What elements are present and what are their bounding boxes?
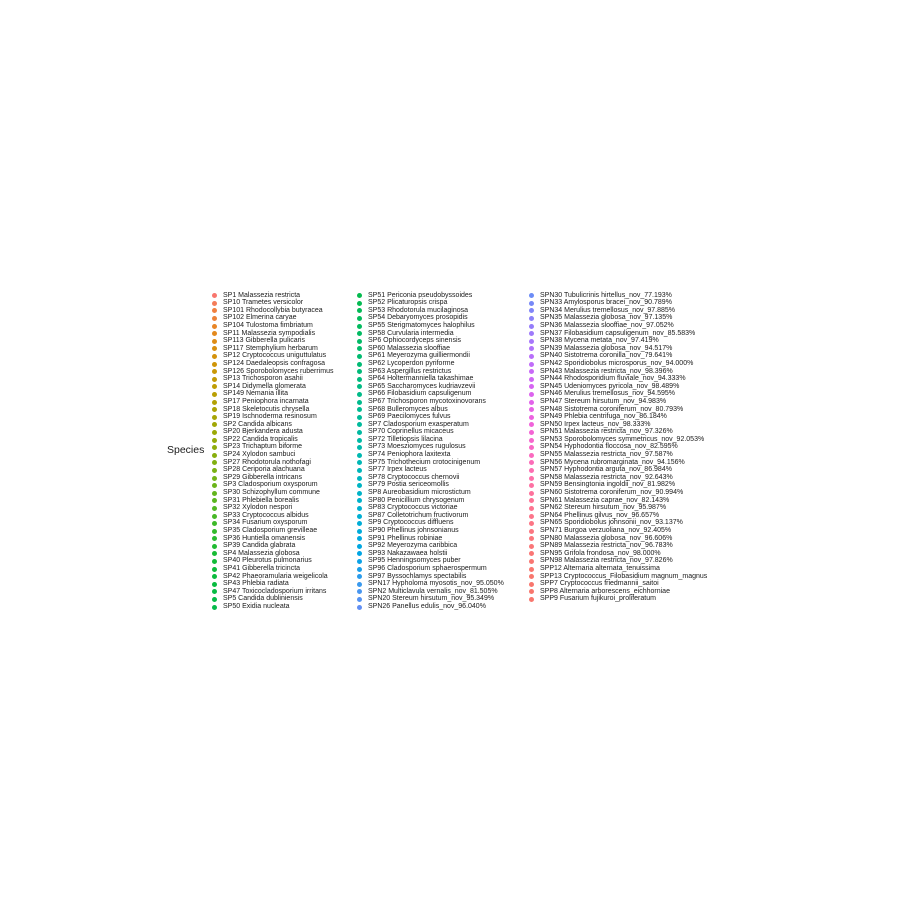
legend-label: SP68 Bulleromyces albus [368, 405, 448, 413]
legend-label: SPN36 Malassezia slooffiae_nov_97.052% [540, 321, 674, 329]
legend-key-point [212, 445, 217, 450]
legend-key-point [357, 430, 362, 435]
legend-key-point [529, 514, 534, 519]
legend-label: SP35 Cladosporium grevilleae [223, 527, 318, 535]
legend-label: SP63 Aspergillus restrictus [368, 367, 452, 375]
legend-label: SP24 Xylodon sambuci [223, 451, 296, 459]
legend-label: SPN2 Multiclavula vernalis_nov_81.505% [368, 587, 498, 595]
legend-key-point [529, 369, 534, 374]
legend-key-point [357, 331, 362, 336]
legend-label: SPP9 Fusarium fujikuroi_proliferatum [540, 595, 656, 603]
legend-key-point [212, 400, 217, 405]
legend-key-point [212, 354, 217, 359]
legend-label: SP61 Meyerozyma guilliermondii [368, 352, 470, 360]
legend-label: SP1 Malassezia restricta [223, 291, 301, 299]
legend-label: SP80 Penicillium chrysogenum [368, 496, 465, 504]
legend-key-point [212, 407, 217, 412]
legend-label: SP30 Schizophyllum commune [223, 489, 320, 497]
legend-label: SP9 Cryptococcus diffluens [368, 519, 454, 527]
legend-label: SP149 Nemania illita [223, 390, 288, 398]
legend-key-point [212, 339, 217, 344]
legend-label: SP22 Candida tropicalis [223, 435, 298, 443]
legend-key-point [212, 377, 217, 382]
legend-label: SPN57 Hyphodontia arguta_nov_86.984% [540, 466, 672, 474]
legend-label: SPN89 Malassezia restricta_nov_96.783% [540, 542, 673, 550]
legend-key-point [357, 293, 362, 298]
legend-label: SP67 Trichosporon mycotoxinovorans [368, 397, 486, 405]
legend-key-point [212, 369, 217, 374]
legend-key-point [529, 445, 534, 450]
legend-label: SP72 Tilletiopsis lilacina [368, 435, 443, 443]
legend-label: SP65 Saccharomyces kudriavzevii [368, 382, 476, 390]
legend-label: SPN56 Mycena rubromarginata_nov_94.156% [540, 458, 685, 466]
legend-label: SP17 Peniophora incarnata [223, 397, 309, 405]
legend-key-point [357, 476, 362, 481]
legend-label: SP2 Candida albicans [223, 420, 292, 428]
legend-label: SP7 Cladosporium exasperatum [368, 420, 469, 428]
legend-label: SPP12 Alternaria alternata_tenuissima [540, 564, 660, 572]
legend-key-point [212, 453, 217, 458]
legend-key-point [529, 483, 534, 488]
legend-label: SPN33 Amylosporus bracei_nov_90.789% [540, 299, 672, 307]
legend-label: SPN54 Hyphodontia floccosa_nov_82.595% [540, 443, 678, 451]
legend-label: SP77 Irpex lacteus [368, 466, 427, 474]
legend-key-point [212, 574, 217, 579]
legend-key-point [212, 506, 217, 511]
legend-key-point [357, 529, 362, 534]
legend-key-point [212, 589, 217, 594]
legend-key-point [529, 559, 534, 564]
legend-key-point [529, 346, 534, 351]
legend-label: SP36 Huntiella omanensis [223, 534, 306, 542]
legend-label: SP104 Tulostoma fimbriatum [223, 321, 313, 329]
legend-key-point [529, 536, 534, 541]
legend-label: SP23 Trichaptum biforme [223, 443, 302, 451]
legend-key-point [212, 316, 217, 321]
legend-label: SPN40 Sistotrema coronilla_nov_79.641% [540, 352, 673, 360]
legend-label: SP92 Meyerozyma caribbica [368, 542, 458, 550]
legend-label: SPP7 Cryptococcus friedmannii_saitoi [540, 580, 659, 588]
legend-key-point [212, 567, 217, 572]
legend-key-point [529, 324, 534, 329]
legend-label: SPP8 Alternaria arborescens_eichhorniae [540, 587, 670, 595]
legend-key-point [212, 415, 217, 420]
legend-key-point [529, 521, 534, 526]
legend-label: SP34 Fusarium oxysporum [223, 519, 308, 527]
legend-label: SPN44 Rhodosporidium fluviale_nov_94.333% [540, 375, 686, 383]
legend-key-point [212, 308, 217, 313]
legend-label: SP90 Phellinus johnsonianus [368, 527, 459, 535]
legend-label: SP50 Exidia nucleata [223, 602, 290, 610]
legend-label: SPN34 Merulius tremellosus_nov_97.885% [540, 306, 676, 314]
legend-label: SP124 Daedaleopsis confragosa [223, 359, 325, 367]
legend-key-point [212, 346, 217, 351]
legend-label: SP32 Xylodon nespori [223, 504, 293, 512]
legend-key-point [212, 430, 217, 435]
legend-key-point [529, 453, 534, 458]
legend-label: SP96 Cladosporium sphaerospermum [368, 564, 487, 572]
legend-key-point [529, 377, 534, 382]
legend-key-point [357, 468, 362, 473]
legend-label: SPN17 Hypholoma myosotis_nov_95.050% [368, 580, 504, 588]
legend-key-point [529, 422, 534, 427]
legend-label: SPN71 Burgoa verzuoliana_nov_92.405% [540, 527, 672, 535]
legend-label: SP12 Cryptococcus uniguttulatus [223, 352, 327, 360]
legend-label: SP73 Moesziomyces rugulosus [368, 443, 466, 451]
legend-label: SP13 Trichosporon asahii [223, 375, 303, 383]
legend-key-point [357, 339, 362, 344]
legend-label: SPN45 Udeniomyces pyricola_nov_98.489% [540, 382, 680, 390]
legend-key-point [357, 536, 362, 541]
legend-key-point [212, 483, 217, 488]
legend-label: SP101 Rhodocollybia butyracea [223, 306, 323, 314]
legend-label: SP42 Phaeoramularia weigelicola [223, 572, 328, 580]
legend-label: SP6 Ophiocordyceps sinensis [368, 337, 461, 345]
legend-key-point [357, 597, 362, 602]
legend-key-point [357, 514, 362, 519]
legend-label: SP78 Cryptococcus chernovii [368, 473, 460, 481]
legend-key-point [212, 384, 217, 389]
legend-label: SPN20 Stereum hirsutum_nov_95.349% [368, 595, 495, 603]
legend-label: SP51 Periconia pseudobyssoides [368, 291, 473, 299]
legend-key-point [212, 551, 217, 556]
legend-label: SP113 Gibberella pulicaris [223, 337, 305, 345]
legend-label: SP58 Curvularia intermedia [368, 329, 454, 337]
legend-key-point [212, 521, 217, 526]
legend-label: SP27 Rhodotorula nothofagi [223, 458, 311, 466]
legend-title: Species [167, 444, 205, 456]
legend-label: SPP13 Cryptococcus_Filobasidium magnum_magnus [540, 572, 708, 580]
legend-key-point [529, 301, 534, 306]
legend-key-point [212, 491, 217, 496]
legend-key-point [529, 384, 534, 389]
legend-key-point [357, 491, 362, 496]
legend-label: SP91 Phellinus robiniae [368, 534, 443, 542]
legend-label: SP5 Candida dubliniensis [223, 595, 303, 603]
legend-key-point [357, 559, 362, 564]
legend-key-point [357, 483, 362, 488]
legend-label: SP79 Postia sericeomollis [368, 481, 449, 489]
legend-key-point [212, 582, 217, 587]
legend-key-point [529, 597, 534, 602]
legend-key-point [212, 498, 217, 503]
legend-label: SPN37 Filobasidium capsuligenum_nov_85.583% [540, 329, 696, 337]
legend-label: SP95 Henningsomyces puber [368, 557, 461, 565]
legend-key-point [212, 362, 217, 367]
legend-label: SPN46 Merulius tremellosus_nov_94.595% [540, 390, 676, 398]
legend-key-point [357, 445, 362, 450]
legend-label: SP117 Stemphylium herbarum [223, 344, 318, 352]
legend-key-point [357, 605, 362, 610]
legend-label: SP75 Trichothecium crotocinigenum [368, 458, 481, 466]
legend-key-point [212, 529, 217, 534]
legend-label: SP33 Cryptococcus albidus [223, 511, 309, 519]
legend-key-point [357, 567, 362, 572]
legend-label: SP126 Sporobolomyces ruberrimus [223, 367, 334, 375]
legend-key-point [529, 415, 534, 420]
legend-key-point [357, 316, 362, 321]
legend-label: SP66 Filobasidium capsuligenum [368, 390, 472, 398]
legend-key-point [212, 331, 217, 336]
legend-label: SPN50 Irpex lacteus_nov_98.333% [540, 420, 651, 428]
legend-key-point [529, 551, 534, 556]
legend-key-point [357, 498, 362, 503]
legend-key-point [357, 407, 362, 412]
legend-key-point [529, 339, 534, 344]
legend-label: SP54 Debaryomyces prosopidis [368, 314, 468, 322]
legend-key-point [357, 354, 362, 359]
legend-label: SPN42 Sporidiobolus microsporus_nov_94.000% [540, 359, 694, 367]
legend-label: SPN51 Malassezia restricta_nov_97.326% [540, 428, 673, 436]
legend-key-point [357, 377, 362, 382]
legend-key-point [529, 354, 534, 359]
legend-key-point [357, 369, 362, 374]
legend-key-point [212, 301, 217, 306]
legend-key-point [357, 308, 362, 313]
legend-label: SP4 Malassezia globosa [223, 549, 300, 557]
legend-label: SP64 Holtermanniella takashimae [368, 375, 474, 383]
legend-label: SPN30 Tubulicrinis hirtellus_nov_77.193% [540, 291, 672, 299]
legend-key-point [357, 589, 362, 594]
legend-label: SPN95 Grifola frondosa_nov_98.000% [540, 549, 661, 557]
legend-label: SP47 Toxicocladosporium irritans [223, 587, 327, 595]
legend-key-point [212, 544, 217, 549]
legend-label: SP8 Aureobasidium microstictum [368, 489, 471, 497]
legend-key-point [212, 293, 217, 298]
legend-key-point [529, 506, 534, 511]
legend-key-point [529, 407, 534, 412]
legend-key-point [357, 422, 362, 427]
legend-key-point [357, 453, 362, 458]
legend-label: SPN60 Sistotrema coroniferum_nov_90.994% [540, 489, 684, 497]
legend-label: SPN55 Malassezia restricta_nov_97.587% [540, 451, 673, 459]
legend-label: SP87 Colletotrichum fructivorum [368, 511, 469, 519]
legend-key-point [357, 301, 362, 306]
legend-key-point [529, 468, 534, 473]
legend-key-point [357, 438, 362, 443]
legend-label: SP55 Sterigmatomyces halophilus [368, 321, 475, 329]
legend-key-point [529, 574, 534, 579]
legend-label: SP18 Skeletocutis chrysella [223, 405, 310, 413]
legend-key-point [529, 476, 534, 481]
legend-label: SP53 Rhodotorula mucilaginosa [368, 306, 469, 314]
legend-label: SP69 Paecilomyces fulvus [368, 413, 451, 421]
legend-label: SPN39 Malassezia globosa_nov_94.517% [540, 344, 673, 352]
legend-label: SPN61 Malassezia caprae_nov_82.143% [540, 496, 670, 504]
legend-label: SP70 Coprinellus micaceus [368, 428, 454, 436]
legend-key-point [529, 582, 534, 587]
legend-key-point [529, 589, 534, 594]
legend-label: SPN59 Bensingtonia ingoldii_nov_81.982% [540, 481, 676, 489]
legend-label: SP28 Ceriporia alachuana [223, 466, 305, 474]
legend-label: SPN48 Sistotrema coroniferum_nov_80.793% [540, 405, 684, 413]
legend-key-point [212, 476, 217, 481]
legend-key-point [529, 430, 534, 435]
legend-key-point [357, 460, 362, 465]
legend-key-point [357, 346, 362, 351]
legend-label: SP74 Peniophora laxitexta [368, 451, 451, 459]
legend-key-point [357, 551, 362, 556]
legend-key-point [357, 362, 362, 367]
legend-label: SPN35 Malassezia globosa_nov_97.135% [540, 314, 673, 322]
legend-key-point [357, 582, 362, 587]
legend-key-point [357, 415, 362, 420]
legend-label: SP93 Nakazawaea holstii [368, 549, 448, 557]
legend-label: SP43 Phlebia radiata [223, 580, 289, 588]
legend-label: SP83 Cryptococcus victoriae [368, 504, 458, 512]
legend-label: SPN26 Panellus edulis_nov_96.040% [368, 602, 486, 610]
legend-label: SPN43 Malassezia restricta_nov_98.396% [540, 367, 673, 375]
legend-key-point [212, 324, 217, 329]
legend-label: SP62 Lycoperdon pyriforme [368, 359, 455, 367]
legend-label: SPN65 Sporidiobolus johnsonii_nov_93.137% [540, 519, 683, 527]
legend-key-point [212, 605, 217, 610]
legend-label: SP40 Pleurotus pulmonarius [223, 557, 312, 565]
legend-label: SP11 Malassezia sympodialis [223, 329, 316, 337]
legend-label: SP10 Trametes versicolor [223, 299, 304, 307]
legend-key-point [529, 392, 534, 397]
legend-key-point [357, 544, 362, 549]
legend-label: SP3 Cladosporium oxysporum [223, 481, 318, 489]
legend-key-point [529, 491, 534, 496]
legend-key-point [529, 544, 534, 549]
legend-key-point [529, 331, 534, 336]
legend-key-point [357, 392, 362, 397]
legend-label: SP41 Gibberella tricincta [223, 564, 301, 572]
legend-key-point [357, 324, 362, 329]
legend-label: SPN64 Phellinus gilvus_nov_96.657% [540, 511, 660, 519]
legend-label: SPN53 Sporobolomyces symmetricus_nov_92.053% [540, 435, 705, 443]
legend-key-point [212, 392, 217, 397]
legend-key-point [529, 498, 534, 503]
legend-key-point [529, 567, 534, 572]
legend-key-point [529, 316, 534, 321]
legend-label: SP14 Didymella glomerata [223, 382, 306, 390]
legend-label: SPN38 Mycena metata_nov_97.419% [540, 337, 659, 345]
legend-label: SP52 Plicaturopsis crispa [368, 299, 448, 307]
legend-key-point [529, 529, 534, 534]
legend-label: SPN47 Stereum hirsutum_nov_94.983% [540, 397, 667, 405]
legend-key-point [357, 400, 362, 405]
legend-key-point [357, 574, 362, 579]
legend-key-point [212, 422, 217, 427]
legend-key-point [212, 514, 217, 519]
legend-key-point [529, 308, 534, 313]
legend-label: SP102 Elmerina caryae [223, 314, 297, 322]
legend-label: SPN80 Malassezia globosa_nov_96.606% [540, 534, 673, 542]
legend-label: SP60 Malassezia slooffiae [368, 344, 450, 352]
legend-label: SP20 Bjerkandera adusta [223, 428, 303, 436]
legend-key-point [212, 460, 217, 465]
legend-label: SP39 Candida glabrata [223, 542, 296, 550]
legend-key-point [212, 438, 217, 443]
legend-label: SP29 Gibberella intricans [223, 473, 302, 481]
legend-key-point [529, 293, 534, 298]
legend-label: SPN98 Malassezia restricta_nov_97.826% [540, 557, 673, 565]
legend-key-point [212, 536, 217, 541]
legend-label: SP31 Phlebiella borealis [223, 496, 299, 504]
legend-key-point [529, 362, 534, 367]
legend-label: SP97 Byssochlamys spectabilis [368, 572, 467, 580]
legend-key-point [212, 559, 217, 564]
legend-key-point [357, 521, 362, 526]
legend-label: SPN62 Stereum hirsutum_nov_95.987% [540, 504, 667, 512]
legend-key-point [529, 460, 534, 465]
legend-key-point [529, 438, 534, 443]
legend-key-point [212, 597, 217, 602]
legend-key-point [357, 506, 362, 511]
legend-label: SP19 Ischnoderma resinosum [223, 413, 317, 421]
legend-key-point [357, 384, 362, 389]
legend-key-point [529, 400, 534, 405]
legend-label: SPN49 Phlebia centrifuga_nov_86.184% [540, 413, 667, 421]
legend-label: SPN58 Malassezia restricta_nov_92.643% [540, 473, 673, 481]
legend-key-point [212, 468, 217, 473]
